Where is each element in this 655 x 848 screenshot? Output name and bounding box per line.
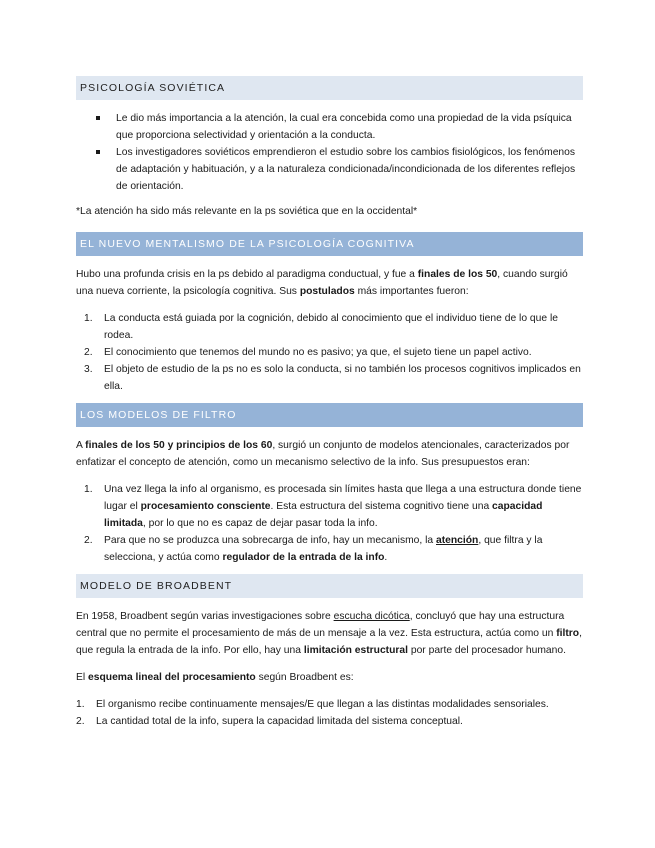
text-run: según Broadbent es: [255,672,354,683]
numbered-list-esquema [76,696,583,730]
list-number: 1. [84,313,93,324]
list-item [76,532,583,566]
text-run: Hubo una profunda crisis en la ps debido al paradigma conductual, y fue a [76,269,418,280]
note-paragraph: *La atención ha sido más relevante en la ps soviética que en la occidental* [76,206,418,217]
bold-text: finales de los 50 y principios de los 60 [85,440,273,451]
section-heading-modelos-filtro: LOS MODELOS DE FILTRO [76,403,583,427]
underlined-text: escucha dicótica [333,611,410,622]
list-text: El conocimiento que tenemos del mundo no es pasivo; ya que, el sujeto tiene un papel activo. [104,347,532,358]
intro-paragraph-mentalismo [76,266,583,300]
text-run: Para que no se produzca una sobrecarga de info, hay un mecanismo, la [104,535,436,546]
text-run: . [384,552,388,563]
list-item: Le dio más importancia a la atención, la cual era concebida como una propiedad de la vida psíquica que proporciona selectividad y orientación a la conducta. [96,110,583,144]
bullet-list-sovietica [76,110,583,195]
underlined-text: atención [436,535,479,546]
intro-paragraph-filtro [76,437,583,471]
list-item [76,344,583,361]
text-run: más importantes fueron: [354,286,469,297]
intro-paragraph-broadbent [76,608,583,659]
text-run: , concluyó que hay una estructura central que no permite el procesamiento de más de un mensaje a la vez. Esta estructura, actúa como un [76,611,565,639]
list-text: La conducta está guiada por la cognición, debido al conocimiento que el individuo tiene de lo que le rodea. [104,313,558,341]
list-number: 1. [76,699,85,710]
list-text: El organismo recibe continuamente mensajes/E que llegan a las distintas modalidades sensoriales. [96,699,549,710]
list-item [76,310,583,344]
numbered-list-postulados [76,310,583,395]
text-run: , cuando surgió una nueva corriente, la psicología cognitiva. Sus [76,269,568,297]
text-run: por parte del procesador humano. [407,645,566,656]
list-number: 2. [76,716,85,727]
bold-text: esquema lineal del procesamiento [88,672,256,683]
text-run: A [76,440,86,451]
list-item [76,481,583,532]
text-run: , surgió un conjunto de modelos atencionales, caracterizados por enfatizar el concepto de atención, como un mecanismo selectivo de la info. Sus presupuestos eran: [76,440,570,468]
section-heading-psicologia-sovietica: PSICOLOGÍA SOVIÉTICA [76,76,583,100]
bold-text: postulados [299,286,355,297]
section-heading-broadbent: MODELO DE BROADBENT [76,574,583,598]
section-heading-nuevo-mentalismo: EL NUEVO MENTALISMO DE LA PSICOLOGÍA COGNITIVA [76,232,583,256]
bold-text: regulador de la entrada de la info [222,552,385,563]
bold-text: capacidad limitada [104,501,543,529]
numbered-list-presupuestos [76,481,583,566]
list-text: La cantidad total de la info, supera la capacidad limitada del sistema conceptual. [96,716,463,727]
list-number: 2. [84,347,93,358]
list-number: 2. [84,535,93,546]
list-text: El objeto de estudio de la ps no es solo la conducta, si no también los procesos cognitivos implicados en ella. [104,364,581,392]
bold-text: procesamiento consciente [140,501,271,512]
list-item: Los investigadores soviéticos emprendieron el estudio sobre los cambios fisiológicos, los fenómenos de adaptación y habituación, y a la naturaleza condicionada/incondicionada de los diferentes reflejos de orientación. [96,144,583,195]
list-item [76,696,583,713]
list-number: 1. [84,484,93,495]
list-item [76,713,583,730]
text-run: En 1958, Broadbent según varias investigaciones sobre [76,611,334,622]
bold-text: limitación estructural [303,645,408,656]
list-number: 3. [84,364,93,375]
bold-text: finales de los 50 [417,269,498,280]
text-run: El [76,672,89,683]
lead-paragraph-esquema [76,669,583,686]
text-run: . Esta estructura del sistema cognitivo tiene una [270,501,493,512]
bold-text [436,535,478,546]
bold-text: filtro [556,628,580,639]
text-run: , que regula la entrada de la info. Por ello, hay una [76,628,582,656]
list-item [76,361,583,395]
text-run: Una vez llega la info al organismo, es procesada sin límites hasta que llega a una estructura donde tiene lugar el [104,484,582,512]
text-run: , por lo que no es capaz de dejar pasar toda la info. [142,518,378,529]
text-run: , que filtra y la selecciona, y actúa como [104,535,543,563]
